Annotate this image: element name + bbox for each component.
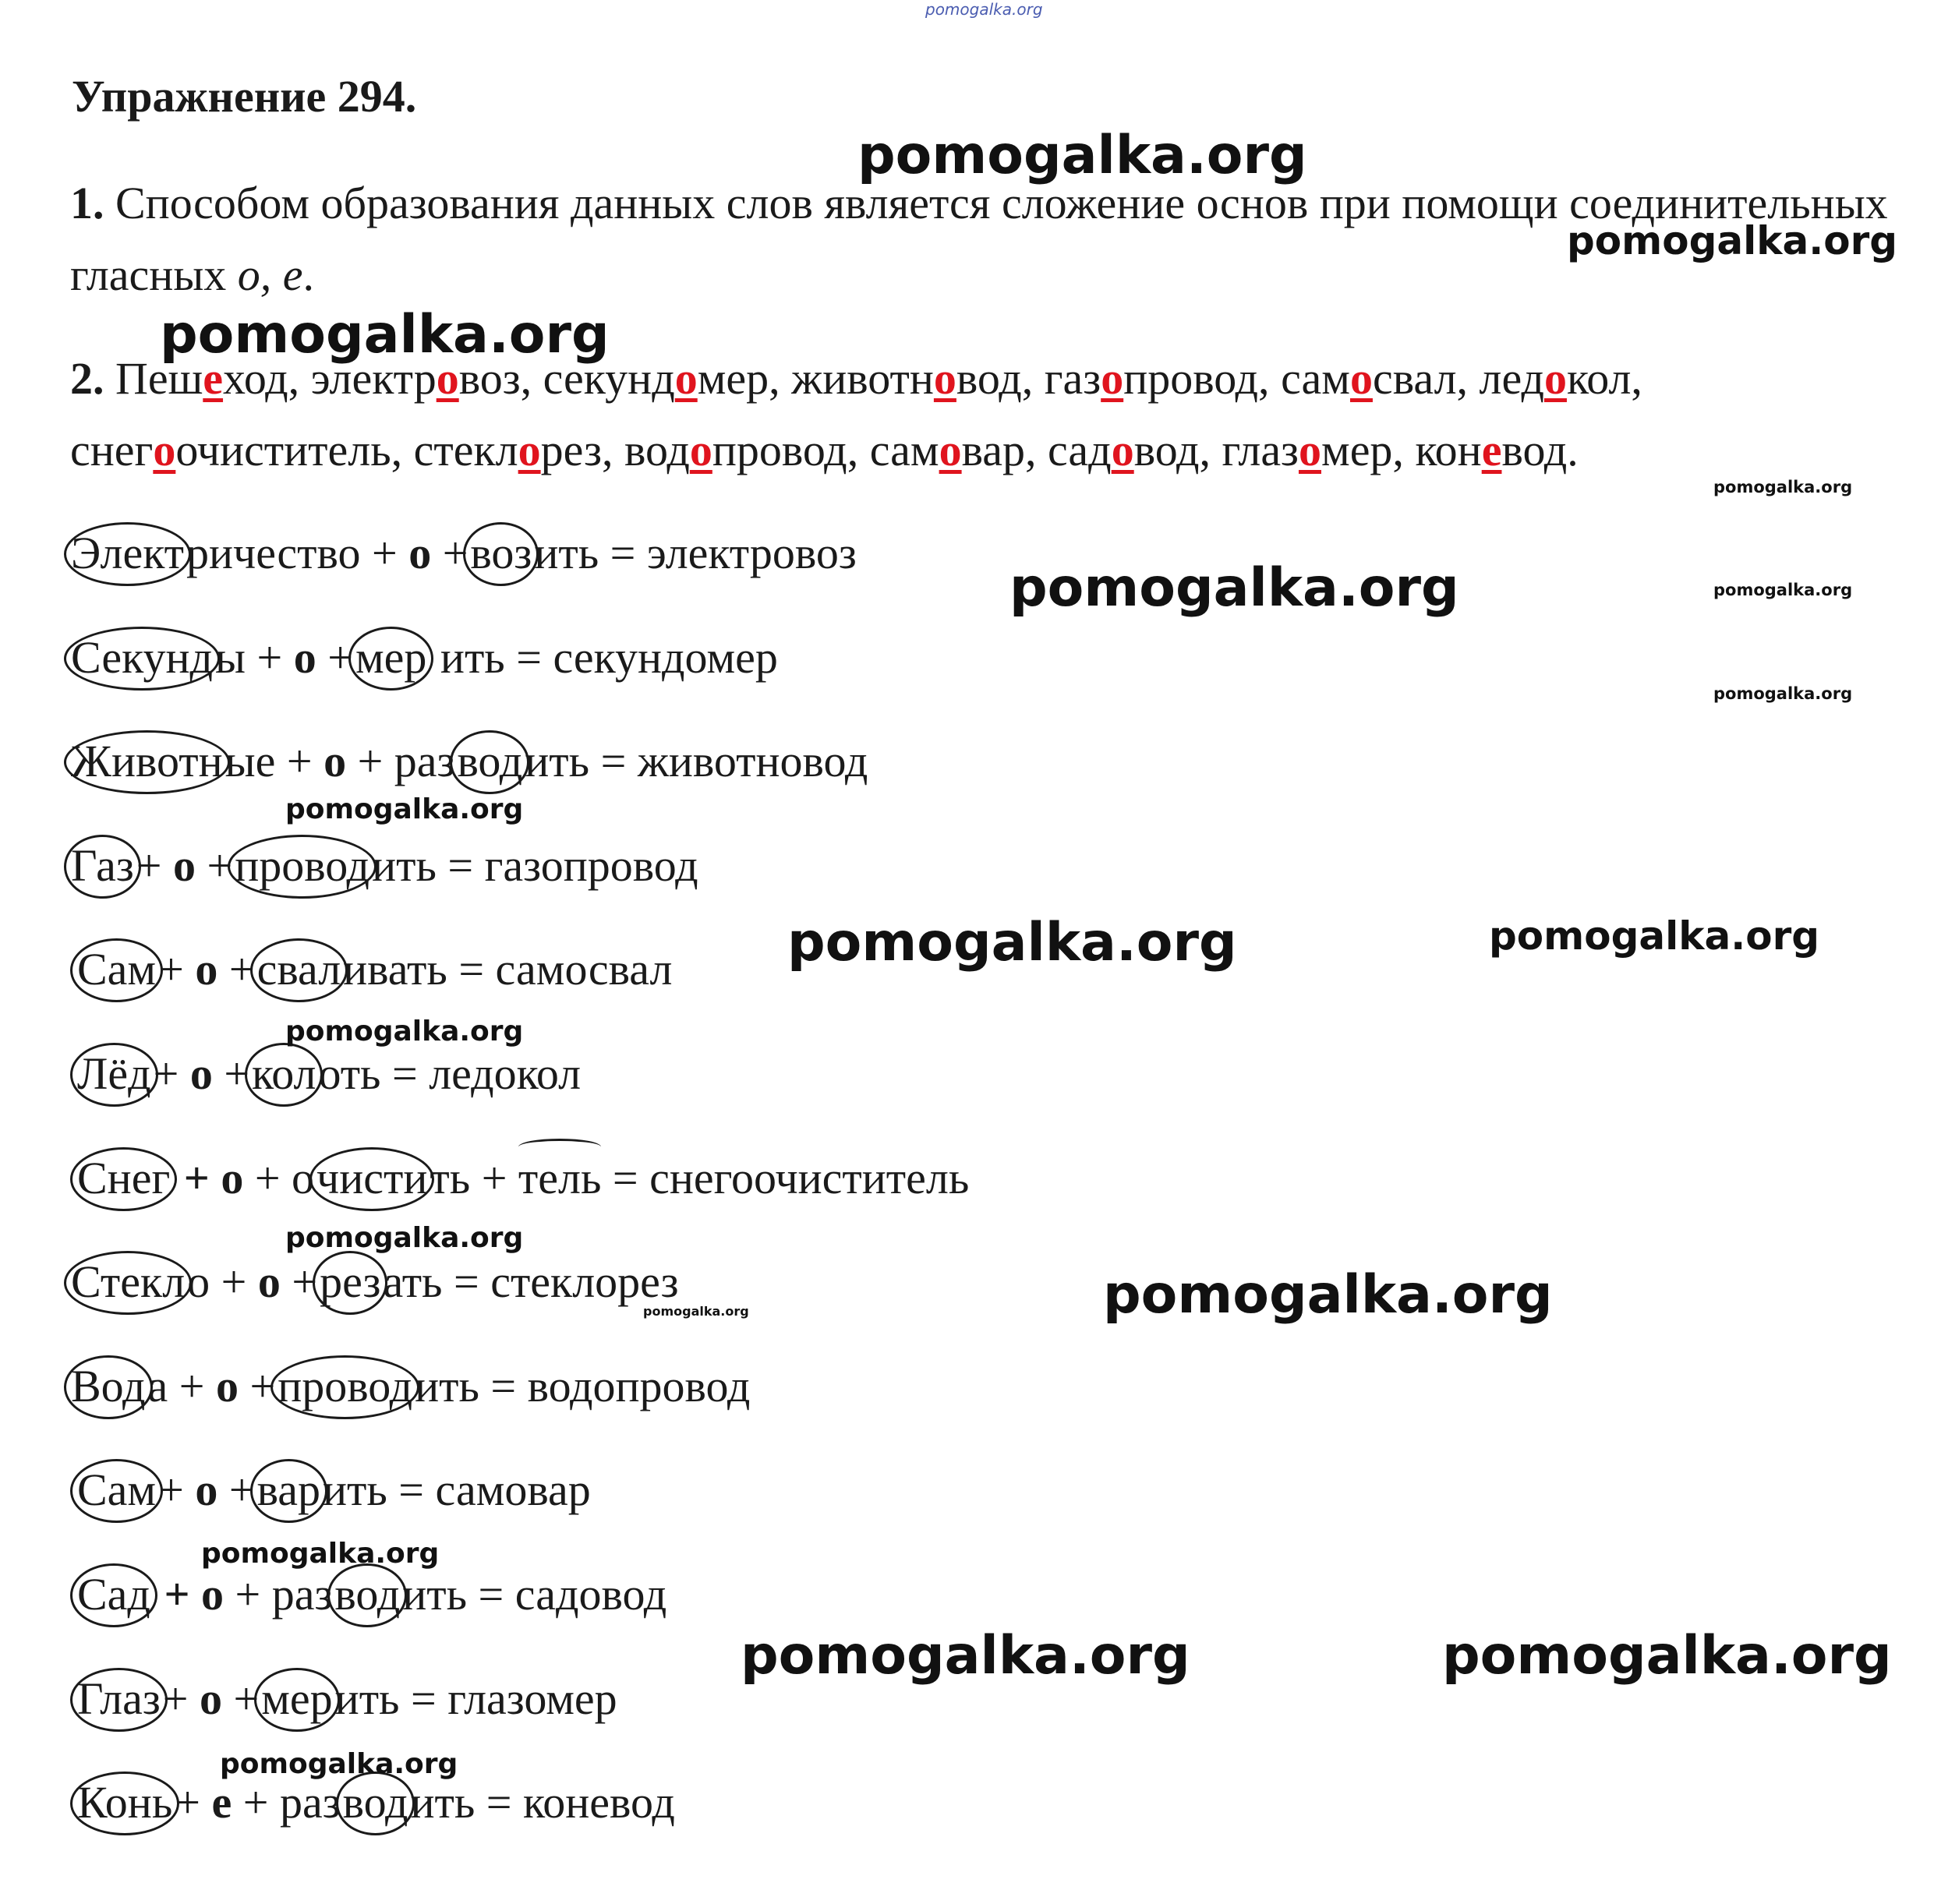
plus-sign: + [316,632,353,683]
paragraph-number: 1. [70,178,104,228]
word-part: ход, [223,353,311,404]
root-oval: Конь [70,1772,179,1835]
word-part: сам [869,425,939,475]
word-part: воз, [458,353,543,404]
root-oval: вод [327,1563,407,1627]
word-part: вод [624,425,690,475]
root-oval: мер [348,627,433,691]
derivation-row [69,831,698,901]
plus-sign: + [152,1569,202,1620]
derivation-row [75,1560,666,1630]
plus-sign: + [195,840,233,891]
prefix: раз [394,736,455,786]
word-part: животн [791,353,934,404]
root-oval: Сад [70,1563,157,1627]
connecting-vowel: о [1101,353,1124,404]
plus-sign: + о [243,1153,315,1203]
plus-sign: + [136,840,173,891]
derivation-row [69,1247,679,1317]
connecting-vowels: о, е [237,249,303,300]
watermark: pomogalka.org [285,1016,524,1047]
root-oval: Элект [64,522,191,586]
equation-result: ить = газопровод [372,840,698,891]
connecting-vowel: о [689,425,712,475]
equation-result: ивать = самосвал [343,944,673,994]
equation-result: ить = водопровод [415,1361,751,1411]
word-part: снег [70,425,154,475]
link-vowel: о [189,1048,213,1099]
root-oval: Глаз [70,1668,168,1732]
link-vowel: о [216,1361,239,1411]
paragraph-text: Способом образования данных слов является сложение основ при помощи соединительных гласных [70,178,1888,300]
word-list [70,353,1642,475]
watermark: pomogalka.org [1489,913,1820,959]
word-part: мер, [697,353,792,404]
plus-sign: + [168,1361,216,1411]
root-oval: провод [270,1355,419,1419]
connecting-vowel: о [518,425,541,475]
root-oval: Вод [64,1355,153,1419]
plus-sign: + [175,1777,212,1828]
word-ending: а [147,1361,168,1411]
connecting-vowel: о [933,353,956,404]
link-vowel: о [195,944,218,994]
watermark: pomogalka.org [1103,1264,1553,1326]
root-oval: Снег [70,1147,177,1211]
plus-sign: + [239,1361,276,1411]
derivation-row [75,1664,617,1734]
plus-sign: + [360,528,409,578]
equation-result: ить = секундомер [429,632,778,683]
root-oval: воз [463,522,539,586]
connecting-vowel: е [1481,425,1502,475]
root-oval: Газ [64,835,141,899]
plus-sign: + [275,736,324,786]
equation-result: ить = самовар [322,1464,591,1515]
connecting-vowel: о [1298,425,1321,475]
link-vowel: о [324,736,347,786]
watermark: pomogalka.org [1009,557,1459,619]
derivation-row [69,623,778,693]
word-part: сад [1047,425,1112,475]
site-mark-top: pomogalka.org [925,0,1043,19]
word-part: провод, [712,425,870,475]
word-part: очиститель, [175,425,414,475]
derivation-row [75,1143,969,1213]
plus-sign: + [210,1256,258,1307]
word-part: секунд [543,353,675,404]
word-part: рез, [540,425,624,475]
prefix: раз [271,1569,333,1620]
root-oval: Сам [70,938,163,1002]
root-oval: Сам [70,1459,163,1523]
watermark: pomogalka.org [220,1748,458,1780]
equation-result: = снегоочиститель [601,1153,970,1203]
watermark: pomogalka.org [1713,478,1853,496]
watermark: pomogalka.org [1713,581,1853,599]
root-oval: провод [228,835,377,899]
root-oval: свал [250,938,348,1002]
prefix: раз [279,1777,341,1828]
connecting-vowel: о [939,425,962,475]
root-oval: Лёд [70,1043,158,1107]
paragraph-end: . [302,249,315,300]
watermark: pomogalka.org [285,793,524,825]
watermark: pomogalka.org [787,912,1237,973]
plus-sign: + [153,1048,190,1099]
plus-sign: + [212,1048,250,1099]
equation-result: ть + [430,1153,518,1203]
plus-sign: + [224,1569,272,1620]
word-part: Пеш [104,353,203,404]
word-part: свал, [1372,353,1480,404]
watermark: pomogalka.org [285,1222,524,1254]
equation-result: ить = животновод [525,736,868,786]
word-part: кон [1415,425,1482,475]
link-vowel: о [200,1673,222,1724]
root-oval: Стекл [64,1251,192,1315]
watermark: pomogalka.org [1442,1625,1892,1687]
root-oval: Животн [64,730,230,794]
link-vowel: о [172,840,196,891]
word-part: электр [310,353,437,404]
plus-sign: + [217,944,255,994]
watermark: pomogalka.org [643,1304,749,1319]
plus-sign: + [431,528,468,578]
suffix-arc: тель [518,1143,601,1213]
derivation-row [69,518,857,588]
root-oval: Секунд [64,627,220,691]
derivation-row [69,1351,750,1422]
word-part: вод, [956,353,1045,404]
exercise-title: Упражнение 294. [72,71,417,122]
connecting-vowel: о [1349,353,1373,404]
derivation-row [75,1455,591,1525]
word-ending: о [187,1256,210,1307]
link-vowel: е [211,1777,232,1828]
link-vowel: о [293,632,316,683]
word-part: вод. [1501,425,1579,475]
connecting-vowel: о [436,353,459,404]
word-part: лед [1479,353,1544,404]
link-vowel: о [257,1256,281,1307]
root-oval: рез [313,1251,387,1315]
equation-result: ить = глазомер [334,1673,617,1724]
word-part: вод, [1133,425,1222,475]
equation-result: ать = стеклорез [383,1256,679,1307]
connecting-vowel: о [1543,353,1567,404]
word-part: газ [1044,353,1101,404]
plus-sign: + [246,632,294,683]
connecting-vowel: о [674,353,698,404]
connecting-vowel: о [153,425,176,475]
connecting-vowel: о [1111,425,1134,475]
word-part: мер, [1321,425,1416,475]
word-part: стекл [413,425,518,475]
word-ending: ые [225,736,276,786]
watermark: pomogalka.org [1567,218,1898,263]
plus-sign: + [217,1464,255,1515]
derivation-row [75,1039,581,1109]
word-part: сам [1281,353,1350,404]
equation-result: ить = электровоз [534,528,857,578]
watermark: pomogalka.org [1713,684,1853,703]
root-oval: мер [254,1668,339,1732]
word-ending: ричество [186,528,361,578]
watermark: pomogalka.org [857,125,1307,186]
link-vowel: о [195,1464,218,1515]
equation-result: ить = садовод [402,1569,667,1620]
watermark: pomogalka.org [201,1538,440,1570]
plus-sign: + [346,736,394,786]
connecting-vowel: е [203,353,224,404]
plus-sign: + [280,1256,318,1307]
word-part: кол, [1566,353,1642,404]
plus-sign: + [158,944,196,994]
watermark: pomogalka.org [160,304,610,366]
link-vowel: о [221,1153,244,1203]
word-part: глаз [1222,425,1299,475]
link-vowel: о [201,1569,225,1620]
equation-result: оть = ледокол [318,1048,582,1099]
plus-sign: + [162,1673,200,1724]
root-oval: вод [336,1772,415,1835]
plus-sign: + [158,1464,196,1515]
plus-sign: + [232,1777,280,1828]
word-part: провод, [1123,353,1282,404]
root-oval: вар [250,1459,327,1523]
equation-result: ить = коневод [410,1777,675,1828]
paragraph-number: 2. [70,353,104,404]
link-vowel: о [408,528,432,578]
watermark: pomogalka.org [741,1625,1190,1687]
word-part: вар, [961,425,1048,475]
derivation-row [69,726,868,797]
root-oval: вод [450,730,529,794]
root-oval: кол [245,1043,323,1107]
root-oval: чисти [309,1147,434,1211]
plus-sign: + [172,1153,221,1203]
word-ending: ы [215,632,246,683]
derivation-row [75,934,672,1005]
plus-sign: + [222,1673,260,1724]
